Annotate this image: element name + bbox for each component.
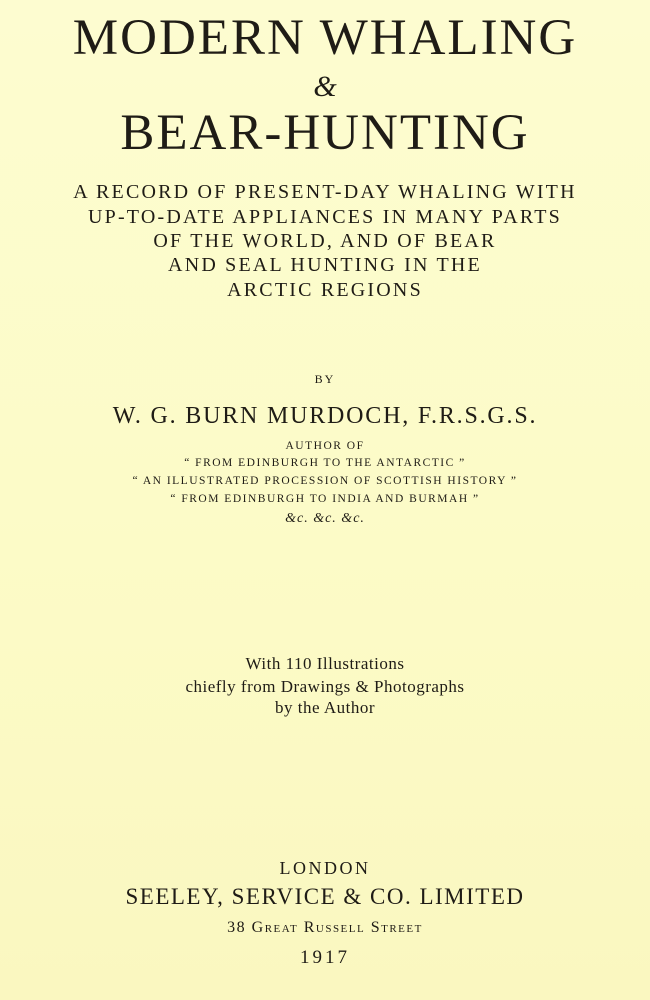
subtitle-line-1: A RECORD OF PRESENT-DAY WHALING WITH [73,181,577,203]
imprint-city: LONDON [279,858,371,878]
subtitle-line-5: ARCTIC REGIONS [227,279,423,301]
by-label: BY [314,372,336,386]
subtitle-line-2: UP-TO-DATE APPLIANCES IN MANY PARTS [87,206,562,228]
title-ampersand: & [313,70,337,103]
previous-work-3: “ FROM EDINBURGH TO INDIA AND BURMAH ” [170,493,480,505]
illustrations-line-2: chiefly from Drawings & Photographs [185,677,465,696]
etcetera: &c. &c. &c. [285,511,365,526]
publisher-name: SEELEY, SERVICE & CO. LIMITED [125,884,525,909]
previous-work-1: “ FROM EDINBURGH TO THE ANTARCTIC ” [184,457,466,469]
illustrations-line-3: by the Author [275,698,375,717]
previous-work-2: “ AN ILLUSTRATED PROCESSION OF SCOTTISH HISTORY ” [132,475,518,487]
author-of-label: AUTHOR OF [285,440,365,452]
publisher-address: 38 Great Russell Street [227,919,423,936]
subtitle-line-4: AND SEAL HUNTING IN THE [168,254,482,276]
book-title-line-2: BEAR-HUNTING [120,105,530,161]
illustrations-line-1: With 110 Illustrations [245,654,405,673]
author-name: W. G. BURN MURDOCH, F.R.S.G.S. [112,403,538,429]
subtitle-line-3: OF THE WORLD, AND OF BEAR [153,230,497,252]
publication-year: 1917 [300,947,350,968]
book-title-line-1: MODERN WHALING [72,10,578,66]
